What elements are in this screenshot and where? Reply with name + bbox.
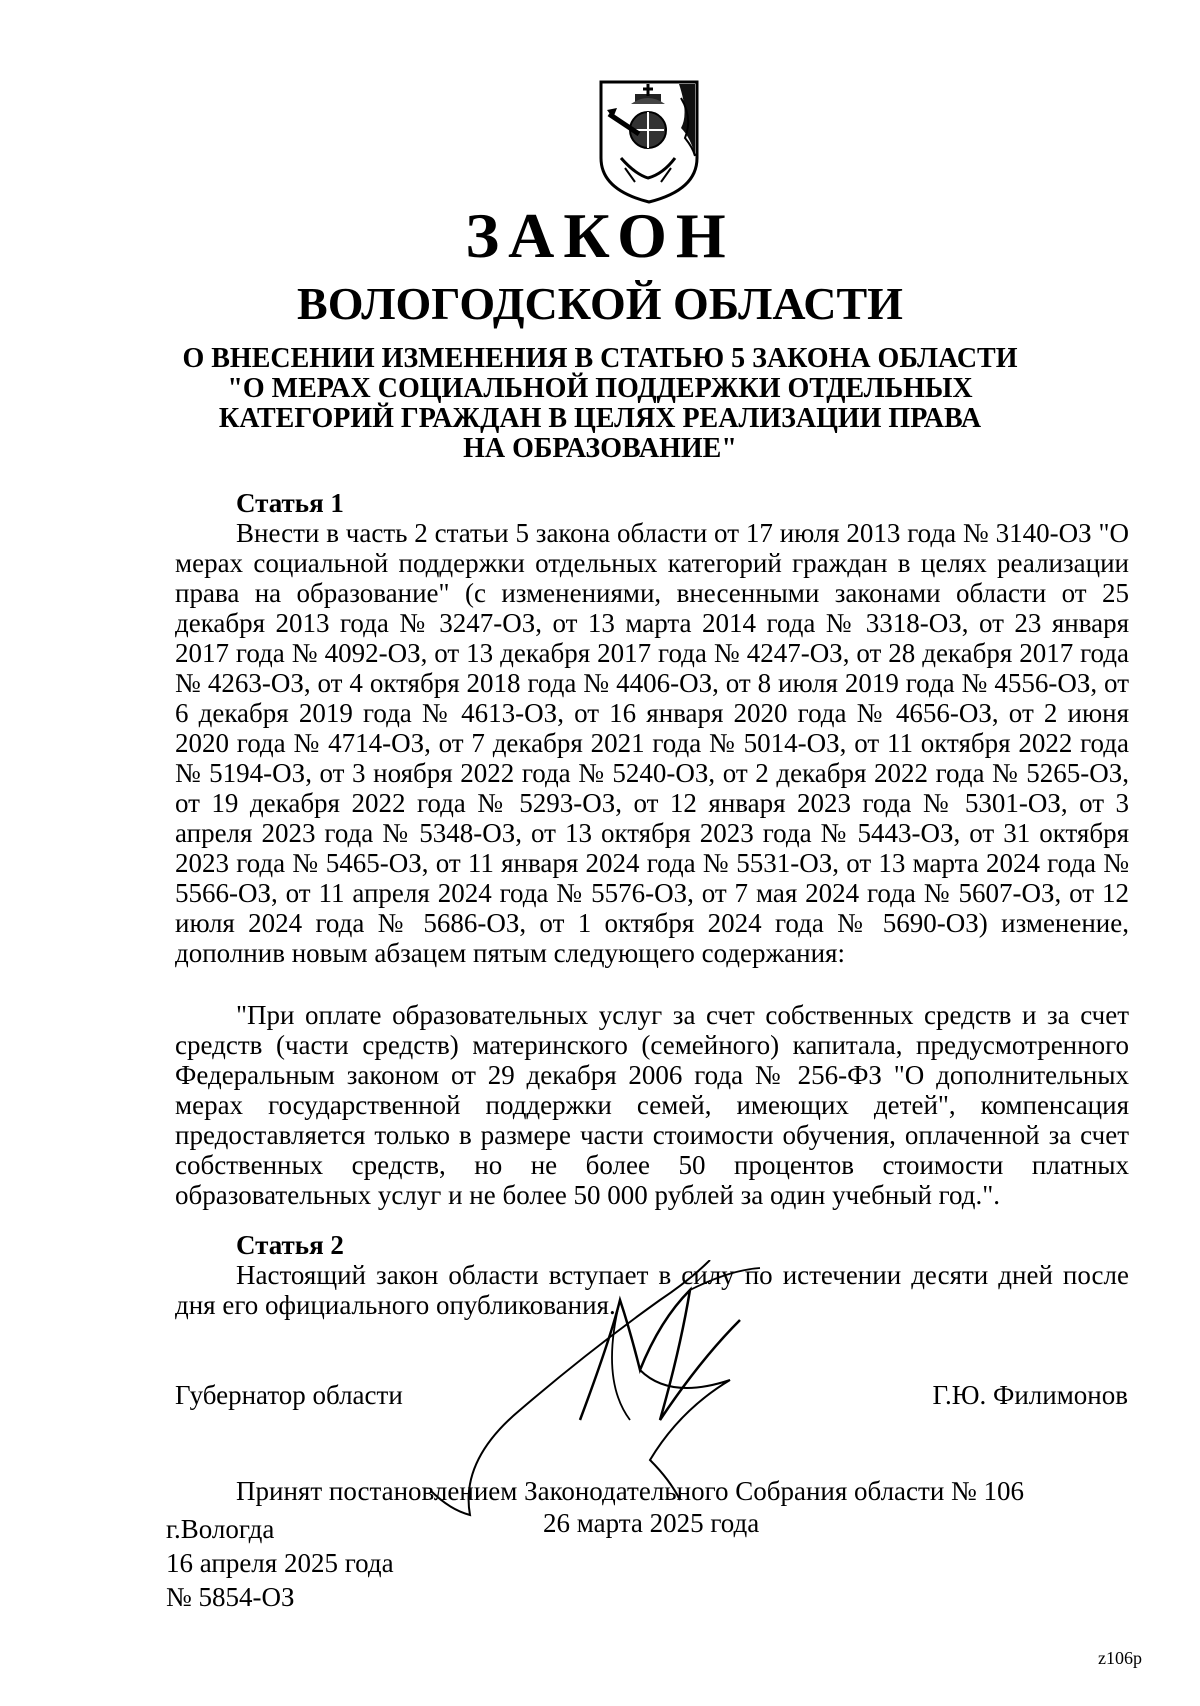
article-2-paragraph: Настоящий закон области вступает в силу по истечении десяти дней после дня его официального опубликования. [175, 1260, 1129, 1320]
article-1-paragraph-2: "При оплате образовательных услуг за счет собственных средств и за счет средств (части средств) материнского (семейного) капитала, предусмотренного Федеральным законом от 29 декабря 2006 года № 256-ФЗ "О дополнительных мерах государственной поддержки семей, имеющих детей", компенсация предоставляется только в размере части стоимости обучения, оплаченной за счет собственных средств, но не более 50 процентов стоимости платных образовательных услуг и не более 50 000 рублей за один учебный год.". [175, 1000, 1129, 1210]
coat-of-arms-emblem [595, 78, 703, 206]
article-1-paragraph-1: Внести в часть 2 статьи 5 закона области от 17 июля 2013 года № 3140-ОЗ "О мерах социальной поддержки отдельных категорий граждан в целях реализации права на образование" (с изменениями, внесенными законами области от 25 декабря 2013 года № 3247-ОЗ, от 13 марта 2014 года № 3318-ОЗ, от 23 января 2017 года № 4092-ОЗ, от 13 декабря 2017 года № 4247-ОЗ, от 28 декабря 2017 года № 4263-ОЗ, от 4 октября 2018 года № 4406-ОЗ, от 8 июля 2019 года № 4556-ОЗ, от 6 декабря 2019 года № 4613-ОЗ, от 16 января 2020 года № 4656-ОЗ, от 2 июня 2020 года № 4714-ОЗ, от 7 декабря 2021 года № 5014-ОЗ, от 11 октября 2022 года № 5194-ОЗ, от 3 ноября 2022 года № 5240-ОЗ, от 2 декабря 2022 года № 5265-ОЗ, от 19 декабря 2022 года № 5293-ОЗ, от 12 января 2023 года № 5301-ОЗ, от 3 апреля 2023 года № 5348-ОЗ, от 13 октября 2023 года № 5443-ОЗ, от 31 октября 2023 года № 5465-ОЗ, от 11 января 2024 года № 5531-ОЗ, от 13 марта 2024 года № 5566-ОЗ, от 11 апреля 2024 года № 5576-ОЗ, от 7 мая 2024 года № 5607-ОЗ, от 12 июля 2024 года № 5686-ОЗ, от 1 октября 2024 года № 5690-ОЗ) изменение, дополнив новым абзацем пятым следующего содержания: [175, 518, 1129, 968]
signing-date: 16 апреля 2025 года [166, 1548, 394, 1578]
article-1-heading: Статья 1 [236, 488, 344, 518]
document-title: ЗАКОН [465, 200, 735, 271]
signatory-position: Губернатор области [175, 1380, 403, 1410]
signatory-name: Г.Ю. Филимонов [932, 1380, 1128, 1410]
law-number: № 5854-ОЗ [166, 1582, 295, 1612]
article-2-heading: Статья 2 [236, 1230, 344, 1260]
law-name-line: КАТЕГОРИЙ ГРАЖДАН В ЦЕЛЯХ РЕАЛИЗАЦИИ ПРАВА [218, 403, 982, 434]
law-name-line: НА ОБРАЗОВАНИЕ" [463, 433, 737, 464]
law-name-line: О ВНЕСЕНИИ ИЗМЕНЕНИЯ В СТАТЬЮ 5 ЗАКОНА ОБЛАСТИ [182, 343, 1018, 374]
adoption-line-1: Принят постановлением Законодательного Собрания области № 106 [236, 1476, 1025, 1506]
signing-city: г.Вологда [166, 1514, 275, 1544]
document-subtitle: ВОЛОГОДСКОЙ ОБЛАСТИ [297, 278, 903, 329]
law-name-line: "О МЕРАХ СОЦИАЛЬНОЙ ПОДДЕРЖКИ ОТДЕЛЬНЫХ [227, 373, 973, 404]
adoption-line-2: 26 марта 2025 года [543, 1508, 760, 1538]
law-name [0, 344, 1200, 464]
registry-code: z106р [1098, 1648, 1142, 1668]
